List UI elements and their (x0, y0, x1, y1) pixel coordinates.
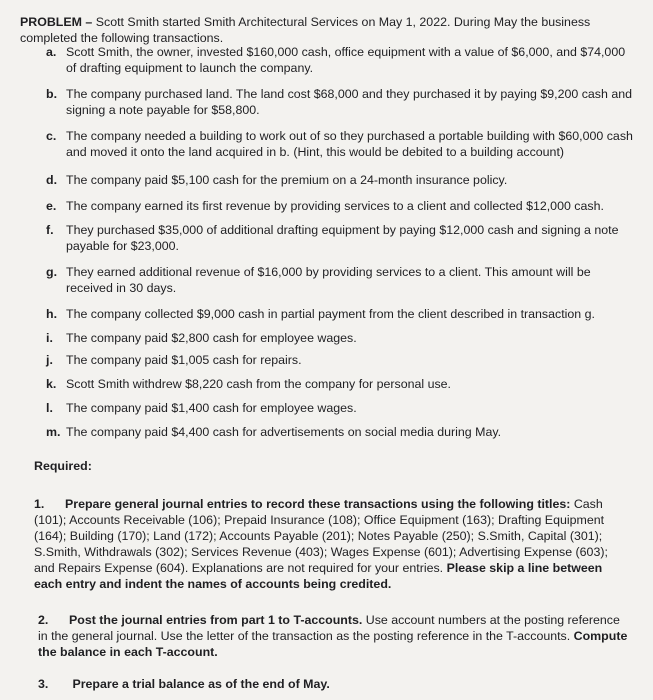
transaction-text: They earned additional revenue of $16,000 by providing services to a client. This amount will be received in 30 days. (66, 265, 591, 295)
transaction-text: The company paid $2,800 cash for employee wages. (66, 331, 357, 345)
part-3-lead: Prepare a trial balance as of the end of May. (72, 677, 330, 691)
transaction-item (46, 424, 636, 440)
transaction-letter: f. (46, 223, 54, 237)
transaction-item (46, 128, 636, 160)
part-number: 2. (38, 613, 49, 627)
transaction-letter: g. (46, 265, 58, 279)
transaction-letter: e. (46, 199, 57, 213)
transaction-text: The company needed a building to work out of so they purchased a portable building with $60,000 cash and moved it onto the land acquired in b. (Hint, this would be debited to a building account) (66, 129, 633, 159)
part-1-tail: Please skip a line between each entry and indent the names of accounts being credited. (34, 561, 603, 591)
problem-dash: – (81, 15, 96, 29)
transaction-letter: d. (46, 173, 58, 187)
part-1-accounts: Cash (101); Accounts Receivable (106); Prepaid Insurance (108); Office Equipment (163); Drafting Equipment (164); Building (170); Land (172); Accounts Payable (201); Notes Payable (250); S.Smith, Capital (301); S.Smith, Withdrawals (302); Services Revenue (403); Wages Expense (601); Advertising Expense (603); and Repairs Expense (604). Explanations are not required for your entries. (34, 497, 608, 575)
required-part-1 (34, 496, 624, 592)
required-part-3 (38, 676, 628, 692)
transaction-letter: b. (46, 87, 58, 101)
problem-intro (20, 14, 620, 46)
transaction-text: They purchased $35,000 of additional drafting equipment by paying $12,000 cash and signing a note payable for $23,000. (66, 223, 619, 253)
transaction-letter: a. (46, 45, 57, 59)
transaction-text: The company earned its first revenue by providing services to a client and collected $12,000 cash. (66, 199, 604, 213)
transaction-letter: i. (46, 331, 53, 345)
transaction-text: The company purchased land. The land cost $68,000 and they purchased it by paying $9,200 cash and signing a note payable for $58,800. (66, 87, 633, 117)
transaction-item (46, 376, 636, 392)
part-number: 1. (34, 497, 45, 511)
transaction-item (46, 86, 636, 118)
transaction-letter: c. (46, 129, 57, 143)
transaction-item (46, 400, 636, 416)
problem-label: PROBLEM (20, 15, 82, 29)
transaction-item (46, 264, 636, 296)
part-number: 3. (38, 677, 49, 691)
part-2-tail: Compute the balance in each T-account. (38, 629, 628, 659)
transaction-text: The company paid $5,100 cash for the premium on a 24-month insurance policy. (66, 173, 508, 187)
transaction-letter: k. (46, 377, 57, 391)
part-2-middle: Use account numbers at the posting reference in the general journal. Use the letter of the transaction as the posting reference in the T-accounts. (38, 613, 620, 643)
required-heading: Required: (34, 459, 92, 473)
part-2-lead: Post the journal entries from part 1 to T-accounts. (69, 613, 363, 627)
transaction-item (46, 330, 636, 346)
transaction-item (46, 222, 636, 254)
required-part-2 (38, 612, 628, 660)
problem-intro-text: Scott Smith started Smith Architectural Services on May 1, 2022. During May the business completed the following transactions. (20, 15, 591, 45)
transaction-text: The company paid $4,400 cash for advertisements on social media during May. (66, 425, 502, 439)
transaction-text: The company paid $1,005 cash for repairs. (66, 353, 302, 367)
transaction-text: Scott Smith, the owner, invested $160,000 cash, office equipment with a value of $6,000, and $74,000 of drafting equipment to launch the company. (66, 45, 626, 75)
transaction-letter: h. (46, 307, 58, 321)
transaction-letter: m. (46, 425, 61, 439)
transaction-item (46, 306, 636, 322)
transaction-text: Scott Smith withdrew $8,220 cash from the company for personal use. (66, 377, 451, 391)
transaction-text: The company paid $1,400 cash for employee wages. (66, 401, 357, 415)
transaction-letter: j. (46, 353, 53, 367)
transaction-text: The company collected $9,000 cash in partial payment from the client described in transaction g. (66, 307, 595, 321)
transaction-item (46, 352, 636, 368)
part-1-lead: Prepare general journal entries to record these transactions using the following titles: (65, 497, 571, 511)
transaction-item (46, 198, 636, 214)
transaction-letter: l. (46, 401, 53, 415)
transaction-item (46, 44, 636, 76)
transaction-item (46, 172, 636, 188)
